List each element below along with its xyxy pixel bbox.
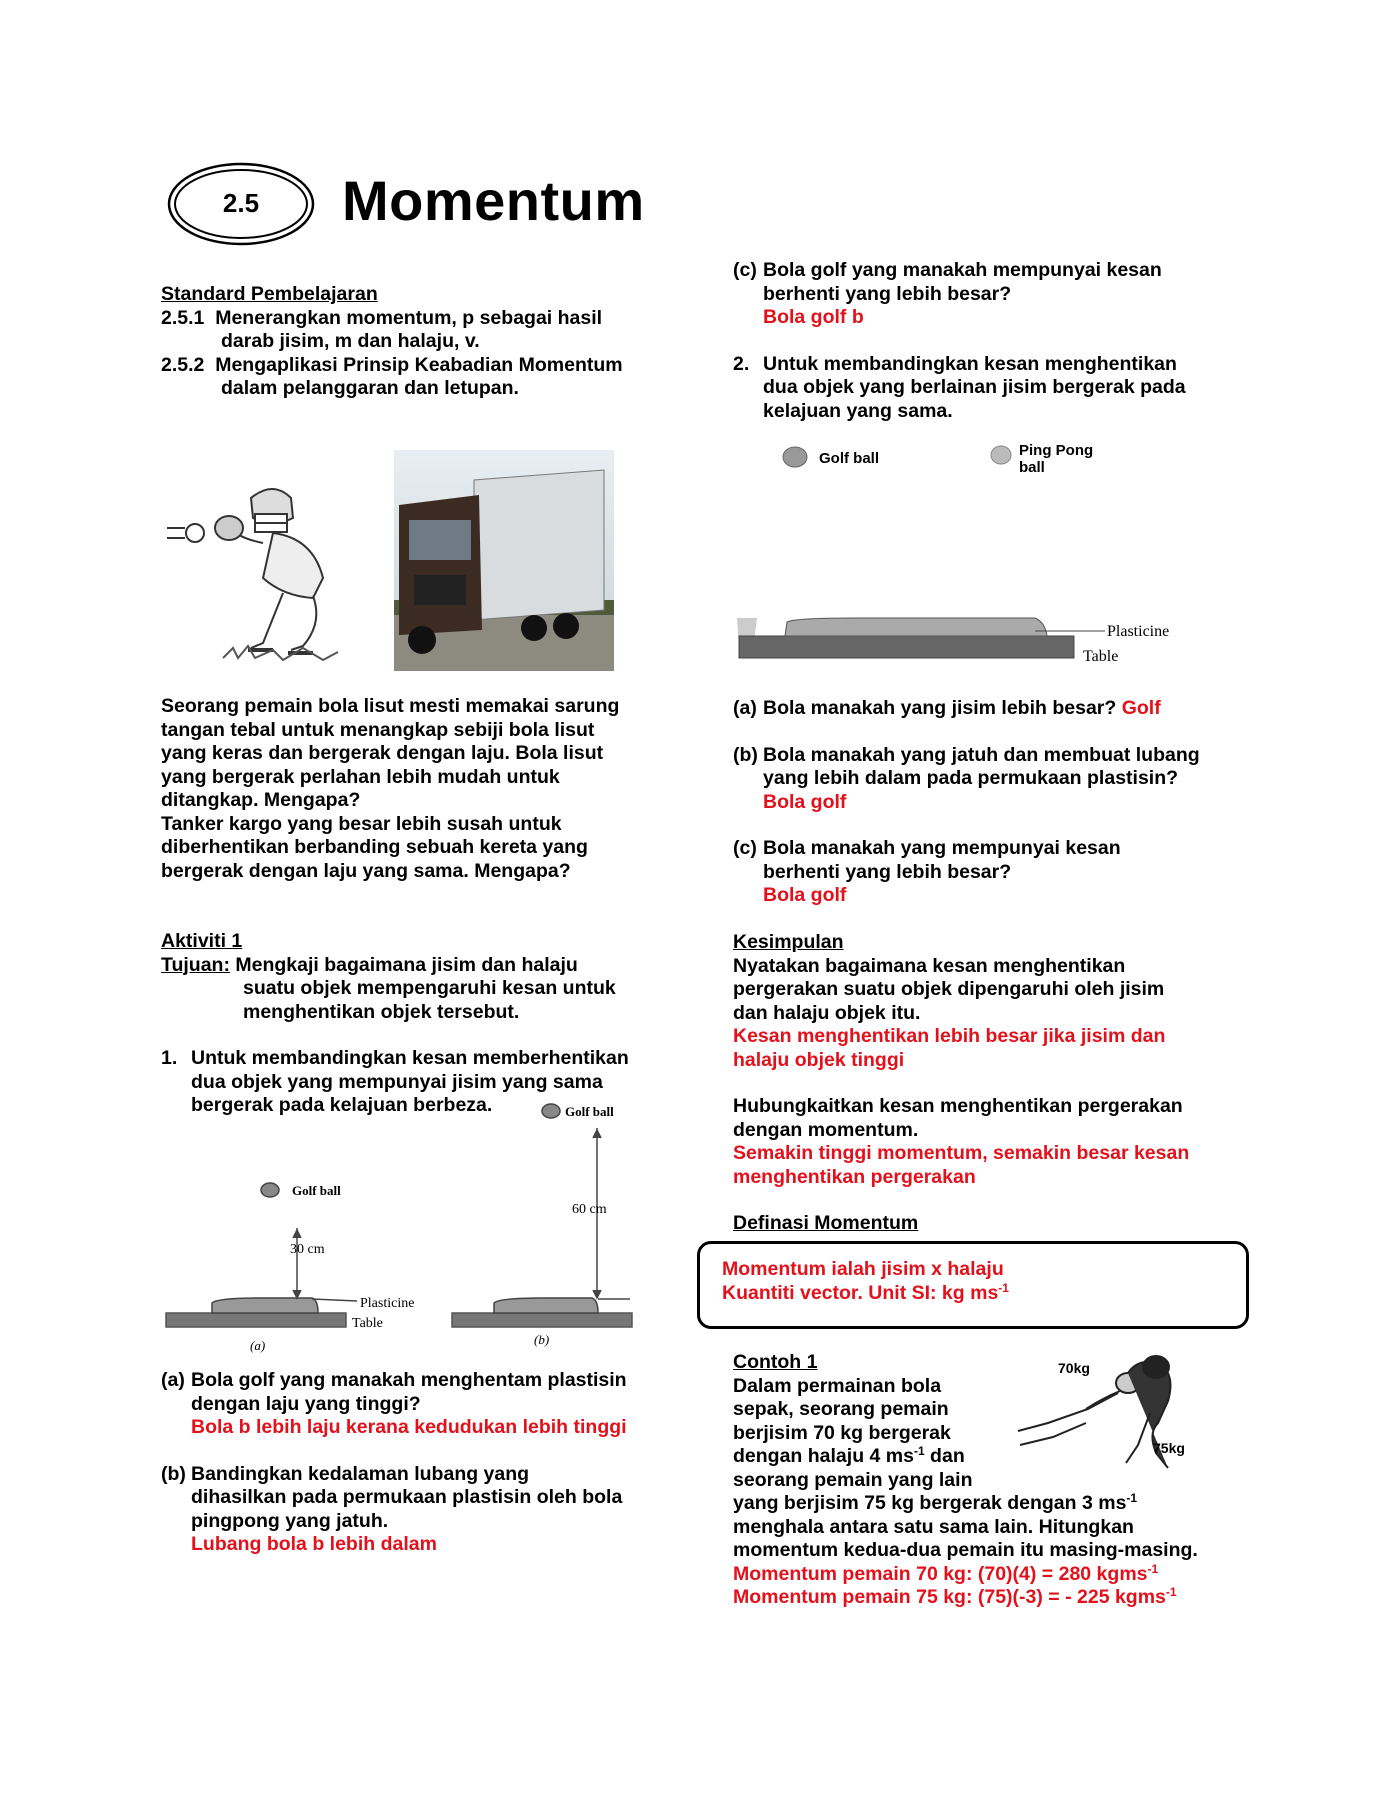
question-1a: (a) Bola golf yang manakah menghentam plastisin bbox=[161, 1369, 627, 1391]
fig2-pingpong-label-2: ball bbox=[1019, 459, 1045, 476]
conclusion-answer-1: Kesan menghentikan lebih besar jika jisim dan bbox=[733, 1025, 1166, 1047]
fig2-pingpong-label-1: Ping Pong bbox=[1019, 442, 1094, 459]
fig1-golf-ball-a-label: Golf ball bbox=[292, 1183, 341, 1198]
conclusion-section: Kesimpulan Nyatakan bagaimana kesan menghentikan pergerakan suatu objek dipengaruhi oleh jisim dan halaju objek itu. Kesan menghentikan lebih besar jika jisim dan halaju objek tinggi Hubungkaitkan kesan menghentikan pergerakan dengan momentum. Semakin tinggi momentum, semakin besar kesan menghentikan pergerakan Definasi Momentum bbox=[733, 931, 1253, 1236]
question-2b: (b) Bola manakah yang jatuh dan membuat lubang bbox=[733, 743, 1200, 766]
activity-heading: Aktiviti 1 bbox=[161, 930, 243, 952]
conclusion-answer-2: Semakin tinggi momentum, semakin besar kesan bbox=[733, 1142, 1190, 1164]
definition-heading: Definasi Momentum bbox=[733, 1212, 919, 1234]
definition-line-1: Momentum ialah jisim x halaju bbox=[722, 1258, 1004, 1280]
fig2-golf-ball-label: Golf ball bbox=[819, 450, 879, 467]
fig2-table-label: Table bbox=[1083, 648, 1119, 665]
fig1-label-a: (a) bbox=[250, 1338, 266, 1353]
intro-paragraph: Seorang pemain bola lisut mesti memakai sarung tangan tebal untuk menangkap sebiji bola lisut yang keras dan bergerak dengan laju. Bola lisut yang bergerak perlahan lebih mudah untuk ditangkap. Mengapa? Tanker kargo yang besar lebih susah untuk diberhentikan berbanding sebuah kereta yang bergerak dengan laju yang sama. Mengapa? bbox=[161, 695, 620, 882]
question-1-parts: (a) Bola golf yang manakah menghentam plastisin dengan laju yang tinggi? Bola b lebih laju kerana kedudukan lebih tinggi (b) Bandingkan kedalaman lubang yang dihasilkan pada permukaan plastisin oleh bola pingpong yang jatuh. Lubang bola b lebih dalam bbox=[161, 1369, 681, 1557]
question-1: 1. Untuk membandingkan kesan memberhentikan bbox=[161, 1047, 629, 1069]
standard-item: 2.5.1 Menerangkan momentum, p sebagai hasil bbox=[161, 306, 603, 329]
question-2c: (c) Bola manakah yang mempunyai kesan bbox=[733, 837, 1121, 859]
standard-heading: Standard Pembelajaran bbox=[161, 283, 378, 305]
fig1-height-a-label: 30 cm bbox=[290, 1242, 325, 1257]
example-section: Contoh 1 Dalam permainan bola sepak, seorang pemain berjisim 70 kg bergerak dengan halaju 4 $ms^{-1}$ dan seorang pemain yang lain yang berjisim 75 kg bergerak dengan 3 $ms^{-1}$ menghala antara satu sama lain. Hitungkan momentum kedua-dua pemain itu masing-masing. Momentum pemain 70 kg: (70)(4) = 280 kgms$^{-1}$ Momentum pemain 75 kg: (75)(-3) = - 225 kgms$^{-1}$ bbox=[733, 1351, 1293, 1610]
answer-1c: Bola golf b bbox=[763, 306, 864, 328]
question-2a: (a) Bola manakah yang jisim lebih besar? Golf bbox=[733, 697, 1161, 719]
tackle-label-75kg: 75kg bbox=[1153, 1440, 1185, 1456]
activity-section: Aktiviti 1 Tujuan: Mengkaji bagaimana jisim dan halaju suatu objek mempengaruhi kesan untuk menghentikan objek tersebut. 1. Untuk membandingkan kesan memberhentikan dua objek yang mempunyai jisim yang sama bergerak pada kelajuan berbeza. bbox=[161, 930, 681, 1118]
section-badge bbox=[166, 162, 316, 246]
tackle-label-70kg: 70kg bbox=[1058, 1360, 1090, 1376]
answer-1a: Bola b lebih laju kerana kedudukan lebih tinggi bbox=[191, 1416, 627, 1438]
conclusion-heading: Kesimpulan bbox=[733, 931, 844, 953]
question-1b: (b) Bandingkan kedalaman lubang yang bbox=[161, 1462, 530, 1485]
answer-2a: Golf bbox=[1121, 697, 1161, 719]
football-tackle-illustration bbox=[1008, 1353, 1194, 1481]
fig1-label-b: (b) bbox=[534, 1332, 550, 1347]
catcher-illustration bbox=[163, 478, 353, 664]
aim-label: Tujuan: bbox=[161, 953, 230, 976]
fig1-table-label: Table bbox=[352, 1316, 383, 1331]
fig1-golf-ball-b-label: Golf ball bbox=[565, 1104, 614, 1119]
question-2: 2. Untuk membandingkan kesan menghentikan bbox=[733, 352, 1177, 375]
answer-2b: Bola golf bbox=[763, 790, 847, 813]
question-1c-and-2: (c) Bola golf yang manakah mempunyai kesan berhenti yang lebih besar? Bola golf b 2. Untuk membandingkan kesan menghentikan dua objek yang berlainan jisim bergerak pada kelajuan yang sama. bbox=[733, 259, 1253, 423]
fig1-height-b-label: 60 cm bbox=[572, 1202, 607, 1217]
example-heading: Contoh 1 bbox=[733, 1351, 818, 1373]
page-title: Momentum bbox=[342, 169, 645, 232]
standard-item: 2.5.2 Mengaplikasi Prinsip Keabadian Momentum bbox=[161, 353, 623, 376]
standard-section bbox=[161, 283, 681, 401]
question-1c: (c) Bola golf yang manakah mempunyai kesan bbox=[733, 259, 1162, 281]
activity-aim: Tujuan: Mengkaji bagaimana jisim dan halaju bbox=[161, 953, 578, 976]
section-number: 2.5 bbox=[222, 188, 260, 218]
example-answer-1: Momentum pemain 70 kg: (70)(4) = 280 kgms$^{-1}$ bbox=[733, 1561, 1159, 1585]
fig1-plasticine-label: Plasticine bbox=[360, 1296, 415, 1311]
question-2-parts: (a) Bola manakah yang jisim lebih besar? Golf (b) Bola manakah yang jatuh dan membuat lubang yang lebih dalam pada permukaan plastisin? Bola golf (c) Bola manakah yang mempunyai kesan berhenti yang lebih besar? Bola golf bbox=[733, 697, 1253, 908]
answer-2c: Bola golf bbox=[763, 884, 847, 906]
standard-item-cont: darab jisim, m dan halaju, v. bbox=[221, 330, 480, 352]
answer-1b: Lubang bola b lebih dalam bbox=[191, 1533, 437, 1555]
definition-box bbox=[697, 1241, 1249, 1329]
fig2-plasticine-label: Plasticine bbox=[1107, 623, 1170, 640]
figure-drop-heights bbox=[162, 1098, 642, 1354]
truck-photo bbox=[394, 450, 614, 671]
definition-line-2: Kuantiti vector. Unit SI: kg $ms^{-1}$ bbox=[722, 1280, 1009, 1304]
figure-mass-comparison bbox=[735, 438, 1195, 673]
example-answer-2: Momentum pemain 75 kg: (75)(-3) = - 225 kgms$^{-1}$ bbox=[733, 1585, 1177, 1608]
standard-item-cont: dalam pelanggaran dan letupan. bbox=[221, 377, 519, 399]
